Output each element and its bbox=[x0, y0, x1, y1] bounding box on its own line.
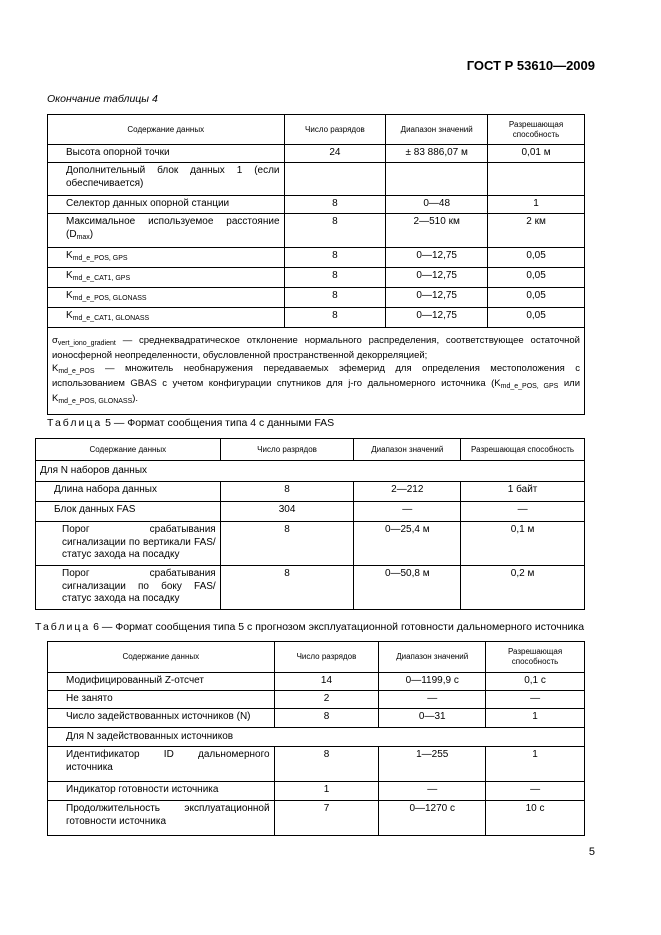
table-row bbox=[48, 747, 585, 782]
cell-range: 2—510 км bbox=[386, 214, 488, 248]
cell-range: 0—1199,9 с bbox=[379, 673, 486, 691]
cell-res: 1 байт bbox=[461, 482, 585, 502]
cell-bits: 8 bbox=[274, 709, 379, 728]
page-number: 5 bbox=[588, 846, 595, 858]
table-row bbox=[48, 782, 585, 801]
cell-res: 0,01 м bbox=[488, 145, 585, 163]
cell-name: $K_{md\_e\_POS, GPS}$ bbox=[48, 248, 285, 268]
cell-res: 0,05 bbox=[488, 308, 585, 328]
cell-range: 0—12,75 bbox=[386, 248, 488, 268]
table4-header-row bbox=[48, 115, 585, 145]
cell-range: 0—1270 с bbox=[379, 801, 486, 836]
cell-res: 0,2 м bbox=[461, 566, 585, 610]
cell-bits: 8 bbox=[284, 308, 386, 328]
col-header: Число разрядов bbox=[220, 439, 354, 461]
table-row bbox=[48, 268, 585, 288]
cell-res: 2 км bbox=[488, 214, 585, 248]
cell-range: 2—212 bbox=[354, 482, 461, 502]
table-row bbox=[48, 709, 585, 728]
table6-caption: Таблица 6 — Формат сообщения типа 5 с прогнозом эксплуатационной готовности дальномерного источника bbox=[35, 621, 585, 633]
cell-name: Продолжительность эксплуатационной готовности источника bbox=[48, 801, 275, 836]
cell-range: 0—50,8 м bbox=[354, 566, 461, 610]
table-row bbox=[36, 482, 585, 502]
document-code: ГОСТ Р 53610—2009 bbox=[466, 58, 595, 73]
table5-header-row bbox=[36, 439, 585, 461]
cell-res: 1 bbox=[486, 747, 585, 782]
cell-bits: 8 bbox=[220, 522, 354, 566]
cell-range: ± 83 886,07 м bbox=[386, 145, 488, 163]
cell-res: 0,05 bbox=[488, 248, 585, 268]
cell-bits: 8 bbox=[284, 214, 386, 248]
col-header: Разрешающая способность bbox=[486, 642, 585, 673]
cell-bits: 8 bbox=[220, 482, 354, 502]
cell-bits: 2 bbox=[274, 691, 379, 709]
cell-name: Модифицированный Z-отсчет bbox=[48, 673, 275, 691]
table-section-row bbox=[48, 728, 585, 747]
col-header: Содержание данных bbox=[36, 439, 221, 461]
table-section-row bbox=[36, 461, 585, 482]
cell-name: Число задействованных источников (N) bbox=[48, 709, 275, 728]
cell-name: Не занято bbox=[48, 691, 275, 709]
cell-bits: 7 bbox=[274, 801, 379, 836]
cell-bits: 24 bbox=[284, 145, 386, 163]
cell-res: 10 с bbox=[486, 801, 585, 836]
cell-res: — bbox=[461, 502, 585, 522]
section-label: Для N задействованных источников bbox=[48, 728, 585, 747]
cell-range bbox=[386, 163, 488, 196]
cell-range: — bbox=[354, 502, 461, 522]
col-header: Содержание данных bbox=[48, 642, 275, 673]
cell-res: 0,1 с bbox=[486, 673, 585, 691]
cell-bits: 8 bbox=[284, 196, 386, 214]
col-header: Диапазон значений bbox=[354, 439, 461, 461]
cell-range: 0—25,4 м bbox=[354, 522, 461, 566]
cell-name: Длина набора данных bbox=[36, 482, 221, 502]
cell-bits: 8 bbox=[284, 288, 386, 308]
table-row bbox=[48, 248, 585, 268]
table6 bbox=[47, 641, 585, 836]
table-row bbox=[48, 308, 585, 328]
cell-name: Порог срабатывания сигнализации по боку FAS/статус захода на посадку bbox=[36, 566, 221, 610]
cell-range: — bbox=[379, 782, 486, 801]
cell-name: Высота опорной точки bbox=[48, 145, 285, 163]
col-header: Число разрядов bbox=[274, 642, 379, 673]
cell-name: $K_{md\_e\_CAT1, GPS}$ bbox=[48, 268, 285, 288]
cell-name: $K_{md\_e\_CAT1, GLONASS}$ bbox=[48, 308, 285, 328]
col-header: Диапазон значений bbox=[379, 642, 486, 673]
cell-bits: 8 bbox=[284, 268, 386, 288]
cell-bits: 8 bbox=[284, 248, 386, 268]
table5 bbox=[35, 438, 585, 610]
table-row bbox=[36, 502, 585, 522]
cell-res bbox=[488, 163, 585, 196]
table6-header-row bbox=[48, 642, 585, 673]
cell-range: 0—12,75 bbox=[386, 308, 488, 328]
table4 bbox=[47, 114, 585, 415]
col-header: Число разрядов bbox=[284, 115, 386, 145]
cell-bits: 1 bbox=[274, 782, 379, 801]
cell-res: 1 bbox=[488, 196, 585, 214]
section-label: Для N наборов данных bbox=[36, 461, 585, 482]
cell-bits: 8 bbox=[220, 566, 354, 610]
cell-name: Дополнительный блок данных 1 (если обеспечивается) bbox=[48, 163, 285, 196]
cell-name: Селектор данных опорной станции bbox=[48, 196, 285, 214]
table-row bbox=[36, 566, 585, 610]
cell-name: Индикатор готовности источника bbox=[48, 782, 275, 801]
cell-res: 0,05 bbox=[488, 268, 585, 288]
col-header: Разрешающая способность bbox=[488, 115, 585, 145]
col-header: Диапазон значений bbox=[386, 115, 488, 145]
cell-name: Максимальное используемое расстояние $(D_{max})$ bbox=[48, 214, 285, 248]
cell-bits: 14 bbox=[274, 673, 379, 691]
col-header: Разрешающая способность bbox=[461, 439, 585, 461]
cell-range: 0—48 bbox=[386, 196, 488, 214]
cell-range: 0—12,75 bbox=[386, 288, 488, 308]
cell-res: 1 bbox=[486, 709, 585, 728]
table-row bbox=[48, 145, 585, 163]
table5-caption: Таблица 5 — Формат сообщения типа 4 с данными FAS bbox=[47, 417, 335, 429]
cell-res: — bbox=[486, 782, 585, 801]
table-row bbox=[48, 288, 585, 308]
table-row bbox=[48, 801, 585, 836]
table4-note-row bbox=[48, 328, 585, 415]
col-header: Содержание данных bbox=[48, 115, 285, 145]
table-row bbox=[48, 214, 585, 248]
cell-res: — bbox=[486, 691, 585, 709]
table-row bbox=[48, 691, 585, 709]
cell-range: 0—12,75 bbox=[386, 268, 488, 288]
cell-range: 1—255 bbox=[379, 747, 486, 782]
table4-caption: Окончание таблицы 4 bbox=[47, 93, 158, 105]
table-row bbox=[48, 673, 585, 691]
table-row bbox=[48, 196, 585, 214]
cell-range: 0—31 bbox=[379, 709, 486, 728]
cell-range: — bbox=[379, 691, 486, 709]
cell-name: $K_{md\_e\_POS, GLONASS}$ bbox=[48, 288, 285, 308]
cell-bits: 8 bbox=[274, 747, 379, 782]
cell-res: 0,1 м bbox=[461, 522, 585, 566]
cell-bits bbox=[284, 163, 386, 196]
cell-name: Порог срабатывания сигнализации по вертикали FAS/статус захода на посадку bbox=[36, 522, 221, 566]
table-row bbox=[36, 522, 585, 566]
cell-bits: 304 bbox=[220, 502, 354, 522]
cell-res: 0,05 bbox=[488, 288, 585, 308]
cell-name: Блок данных FAS bbox=[36, 502, 221, 522]
table-note: $\sigma_{vert\_iono\_gradient}$ — среднеквадратическое отклонение нормального распределения, соответствующее остаточной ионосферной неопределенности, обусловленной пространственной декорреляцией; $K_{md\_e\_POS}$ — множитель необнаружения передаваемых эфемерид для определения местоположения с использованием GBAS с учетом конфигурации спутников для j-го дальномерного источника ($K_{md\_e\_POS, GPS}$ или $K_{md\_e\_POS, GLONASS}$). bbox=[48, 328, 585, 415]
cell-name: Идентификатор ID дальномерного источника bbox=[48, 747, 275, 782]
table-row bbox=[48, 163, 585, 196]
